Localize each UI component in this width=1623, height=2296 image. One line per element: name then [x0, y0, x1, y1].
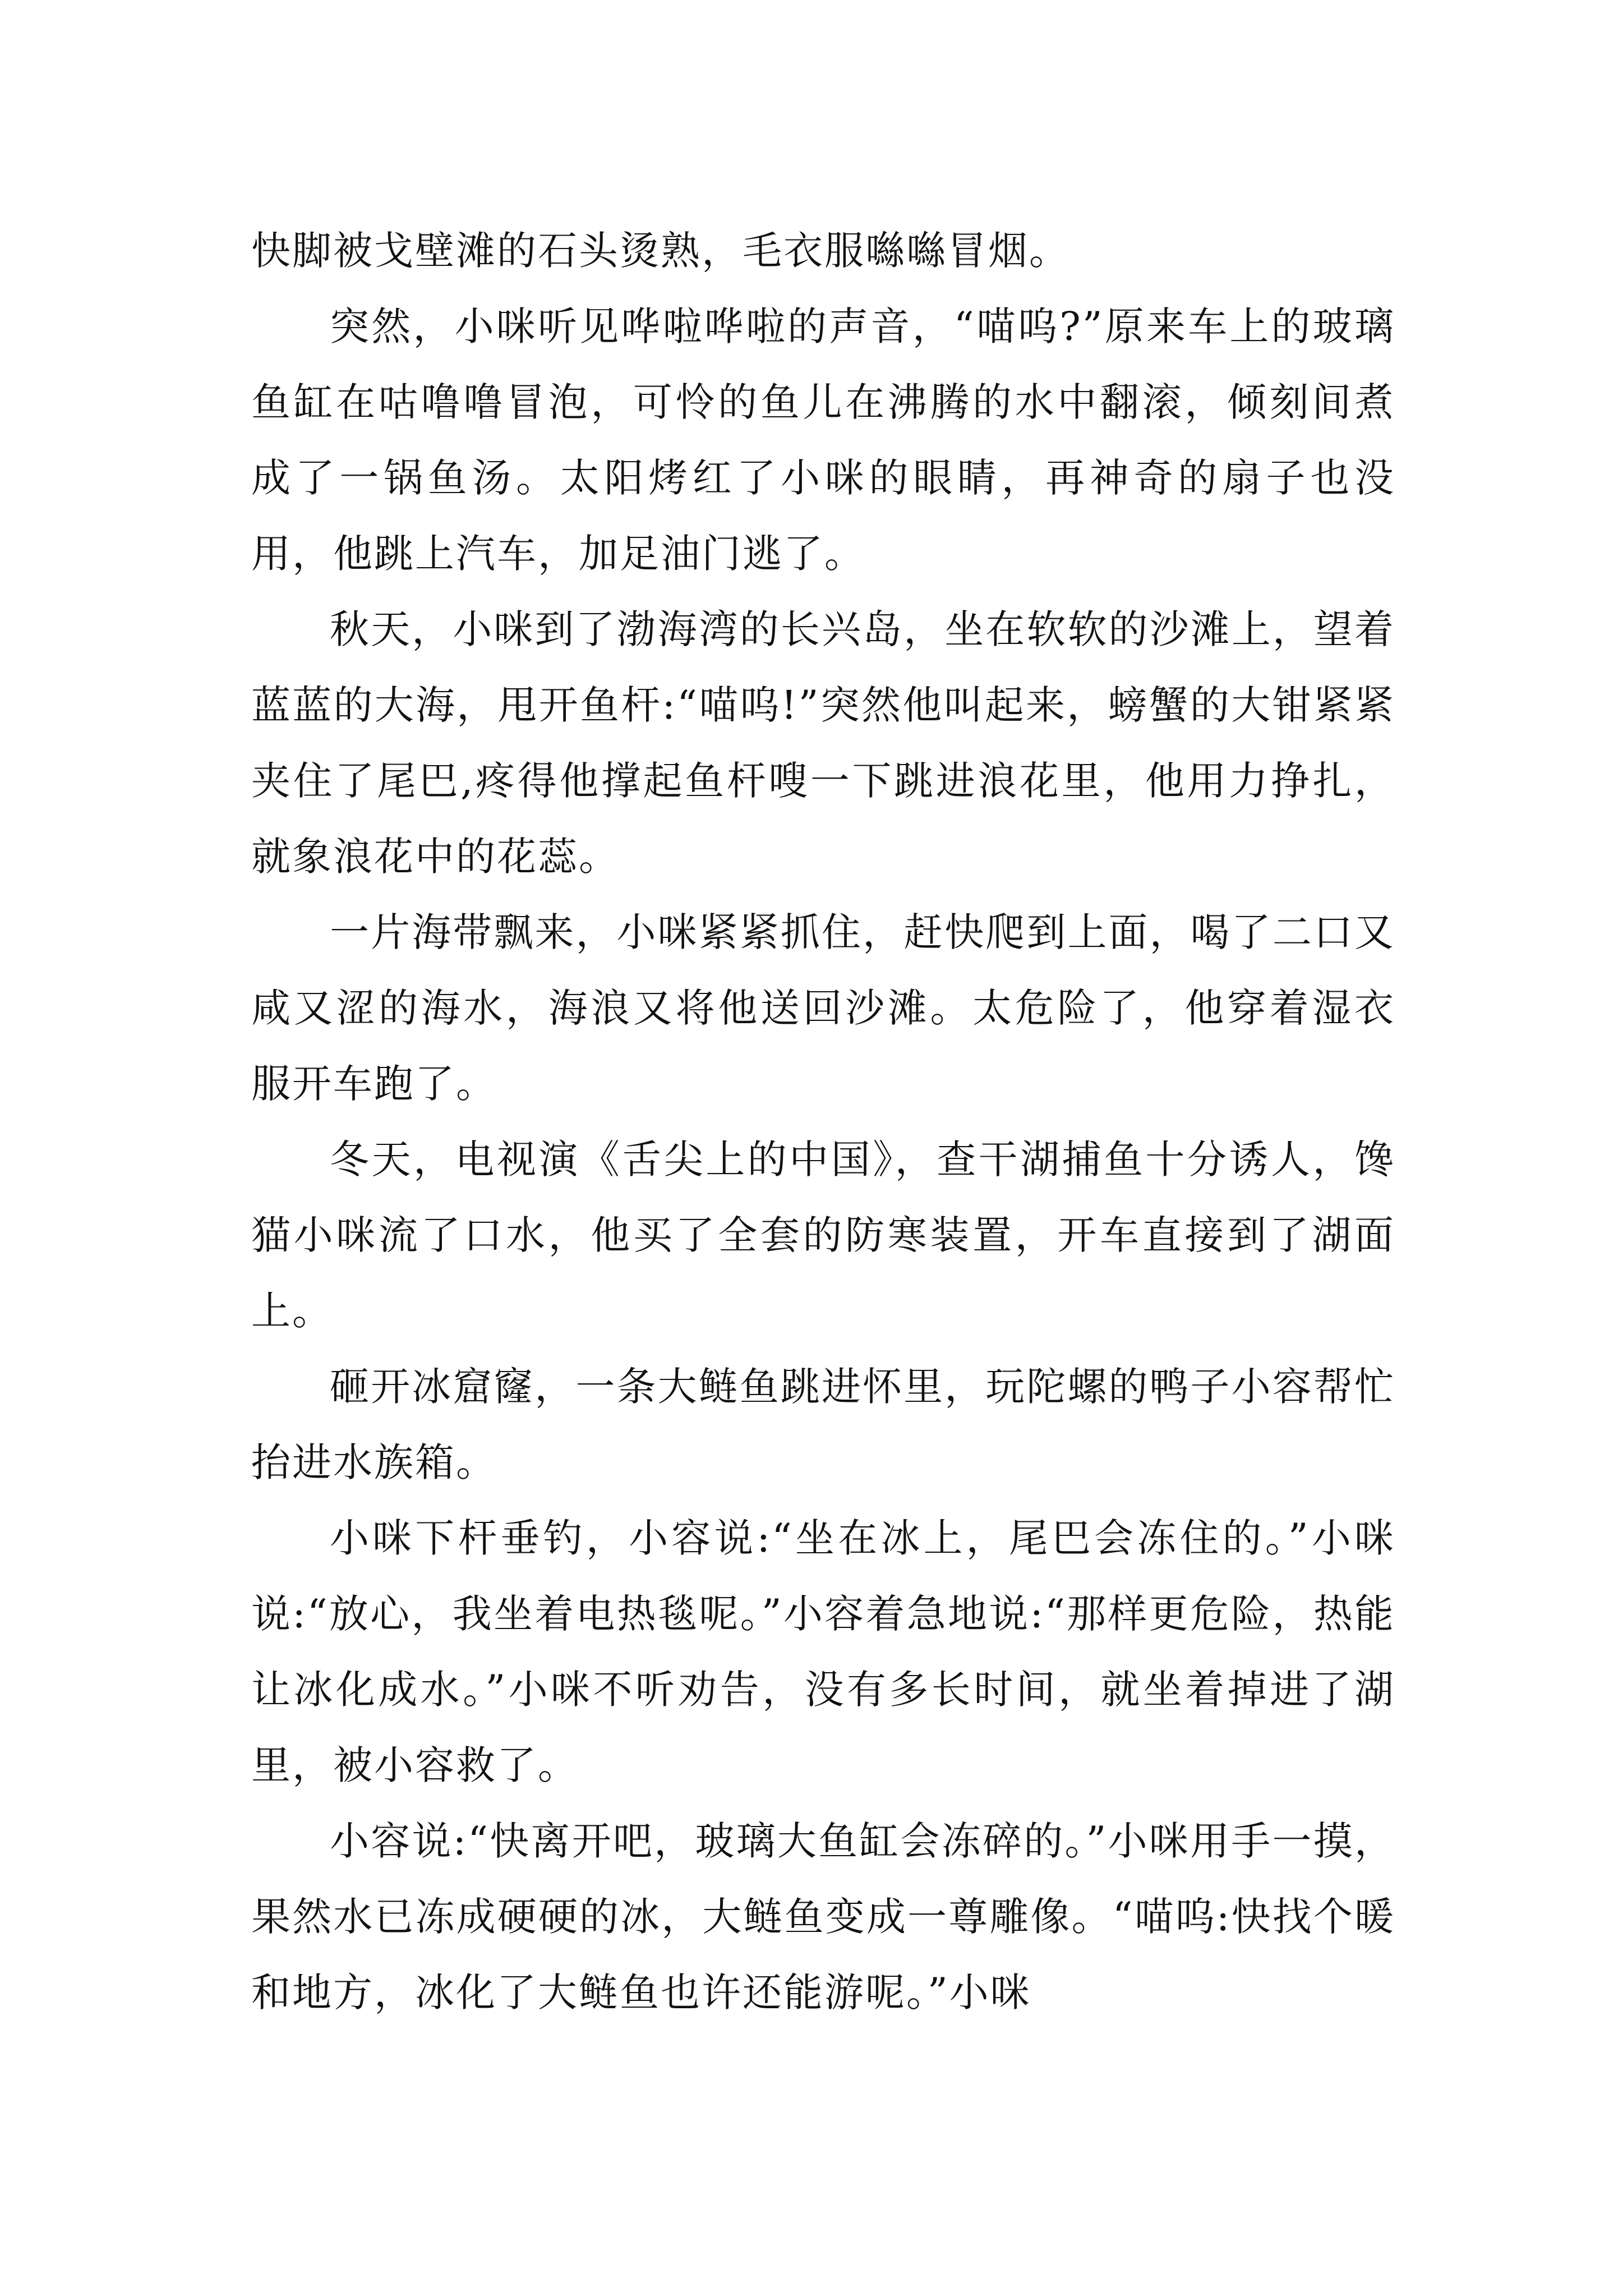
- paragraph: 突然，小咪听见哗啦哗啦的声音，“喵呜?”原来车上的玻璃鱼缸在咕噜噜冒泡，可怜的鱼儿在沸腾的水中翻滚，倾刻间煮成了一锅鱼汤。太阳烤红了小咪的眼睛，再神奇的扇子也没用，他跳上汽车，加足油门逃了。: [251, 303, 1395, 577]
- paragraph: 一片海带飘来，小咪紧紧抓住，赶快爬到上面，喝了二口又咸又涩的海水，海浪又将他送回沙滩。太危险了，他穿着湿衣服开车跑了。: [251, 909, 1395, 1107]
- paragraph: 快脚被戈壁滩的石头烫熟，毛衣服噝噝冒烟。: [251, 228, 1070, 274]
- story-text: [251, 213, 1395, 2031]
- paragraph: 小容说:“快离开吧，玻璃大鱼缸会冻碎的。”小咪用手一摸，果然水已冻成硬硬的冰，大鲢鱼变成一尊雕像。“喵呜:快找个暖和地方，冰化了大鲢鱼也许还能游呢。”小咪: [251, 1818, 1395, 2016]
- paragraph: 冬天，电视演《舌尖上的中国》，查干湖捕鱼十分诱人，馋猫小咪流了口水，他买了全套的防寒装置，开车直接到了湖面上。: [251, 1137, 1395, 1334]
- paragraph: 秋天，小咪到了渤海湾的长兴岛，坐在软软的沙滩上，望着蓝蓝的大海，甩开鱼杆:“喵呜!”突然他叫起来，螃蟹的大钳紧紧夹住了尾巴,疼得他撑起鱼杆嗖一下跳进浪花里，他用力挣扎，就象浪花中的花蕊。: [251, 606, 1395, 880]
- paragraph: 小咪下杆垂钓，小容说:“坐在冰上，尾巴会冻住的。”小咪说:“放心，我坐着电热毯呢。”小容着急地说:“那样更危险，热能让冰化成水。”小咪不听劝告，没有多长时间，就坐着掉进了湖里，被小容救了。: [251, 1515, 1395, 1788]
- paragraph: 砸开冰窟窿，一条大鲢鱼跳进怀里，玩陀螺的鸭子小容帮忙抬进水族箱。: [251, 1364, 1395, 1485]
